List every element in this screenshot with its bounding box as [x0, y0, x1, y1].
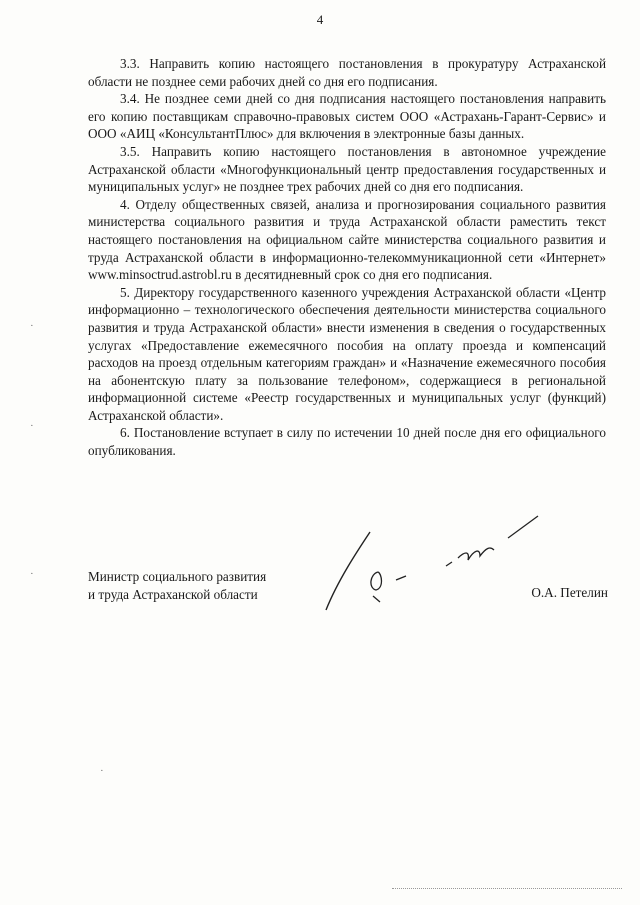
margin-mark: · — [30, 420, 34, 432]
page-number: 4 — [316, 12, 324, 27]
paragraph-4: 4. Отделу общественных связей, анализа и прогнозирования социального развития министерства социального развития и труда Астраханской области раместить текст настоящего постановления на официальном сайте министерства социального развития и труда Астраханской области в информационно-телекоммуникационной сети «Интернет» www.minsoctrud.astrobl.ru в десятидневный срок со дня его подписания. — [88, 196, 606, 283]
paragraph-3-4: 3.4. Не позднее семи дней со дня подписания настоящего постановления направить его копию поставщикам справочно-правовых систем ООО «Астрахань-Гарант-Сервис» и ООО «АИЦ «КонсультантПлюс» для включения в электронные базы данных. — [88, 91, 606, 142]
signer-title-line-1: Министр социального развития — [88, 569, 267, 584]
paragraph-3-5: 3.5. Направить копию настоящего постановления в автономное учреждение Астраханской области «Многофункциональный центр предоставления государственных и муниципальных услуг» не позднее трех рабочих дней со дня его подписания. — [88, 143, 606, 195]
document-body — [88, 55, 606, 460]
paragraph-5: 5. Директору государственного казенного учреждения Астраханской области «Центр информационно – технологического обеспечения деятельности министерства социального развития и труда Астраханской области» внести изменения в сведения о государственных услугах «Предоставление ежемесячного пособия на оплату проезда и компенсаций расходов на проезд отдельным категориям граждан» и «Назначение ежемесячного пособия на абонентскую плату за пользование телефоном», содержащиеся в региональной информационной системе «Реестр государственных и муниципальных услуг (функций) Астраханской области». — [88, 284, 606, 423]
margin-mark: · — [30, 320, 34, 332]
paragraph-6: 6. Постановление вступает в силу по истечении 10 дней после дня его официального опубликования. — [88, 425, 606, 459]
margin-mark: · — [30, 568, 34, 580]
margin-mark: · — [100, 765, 104, 777]
signer-title — [88, 568, 266, 603]
signer-name: О.А. Петелин — [531, 585, 608, 600]
paragraph-3-3: 3.3. Направить копию настоящего постановления в прокуратуру Астраханской области не позднее семи рабочих дней со дня его подписания. — [88, 56, 606, 89]
handwritten-signature — [318, 510, 548, 620]
signer-title-line-2: и труда Астраханской области — [88, 586, 258, 602]
bottom-rule — [392, 888, 622, 889]
